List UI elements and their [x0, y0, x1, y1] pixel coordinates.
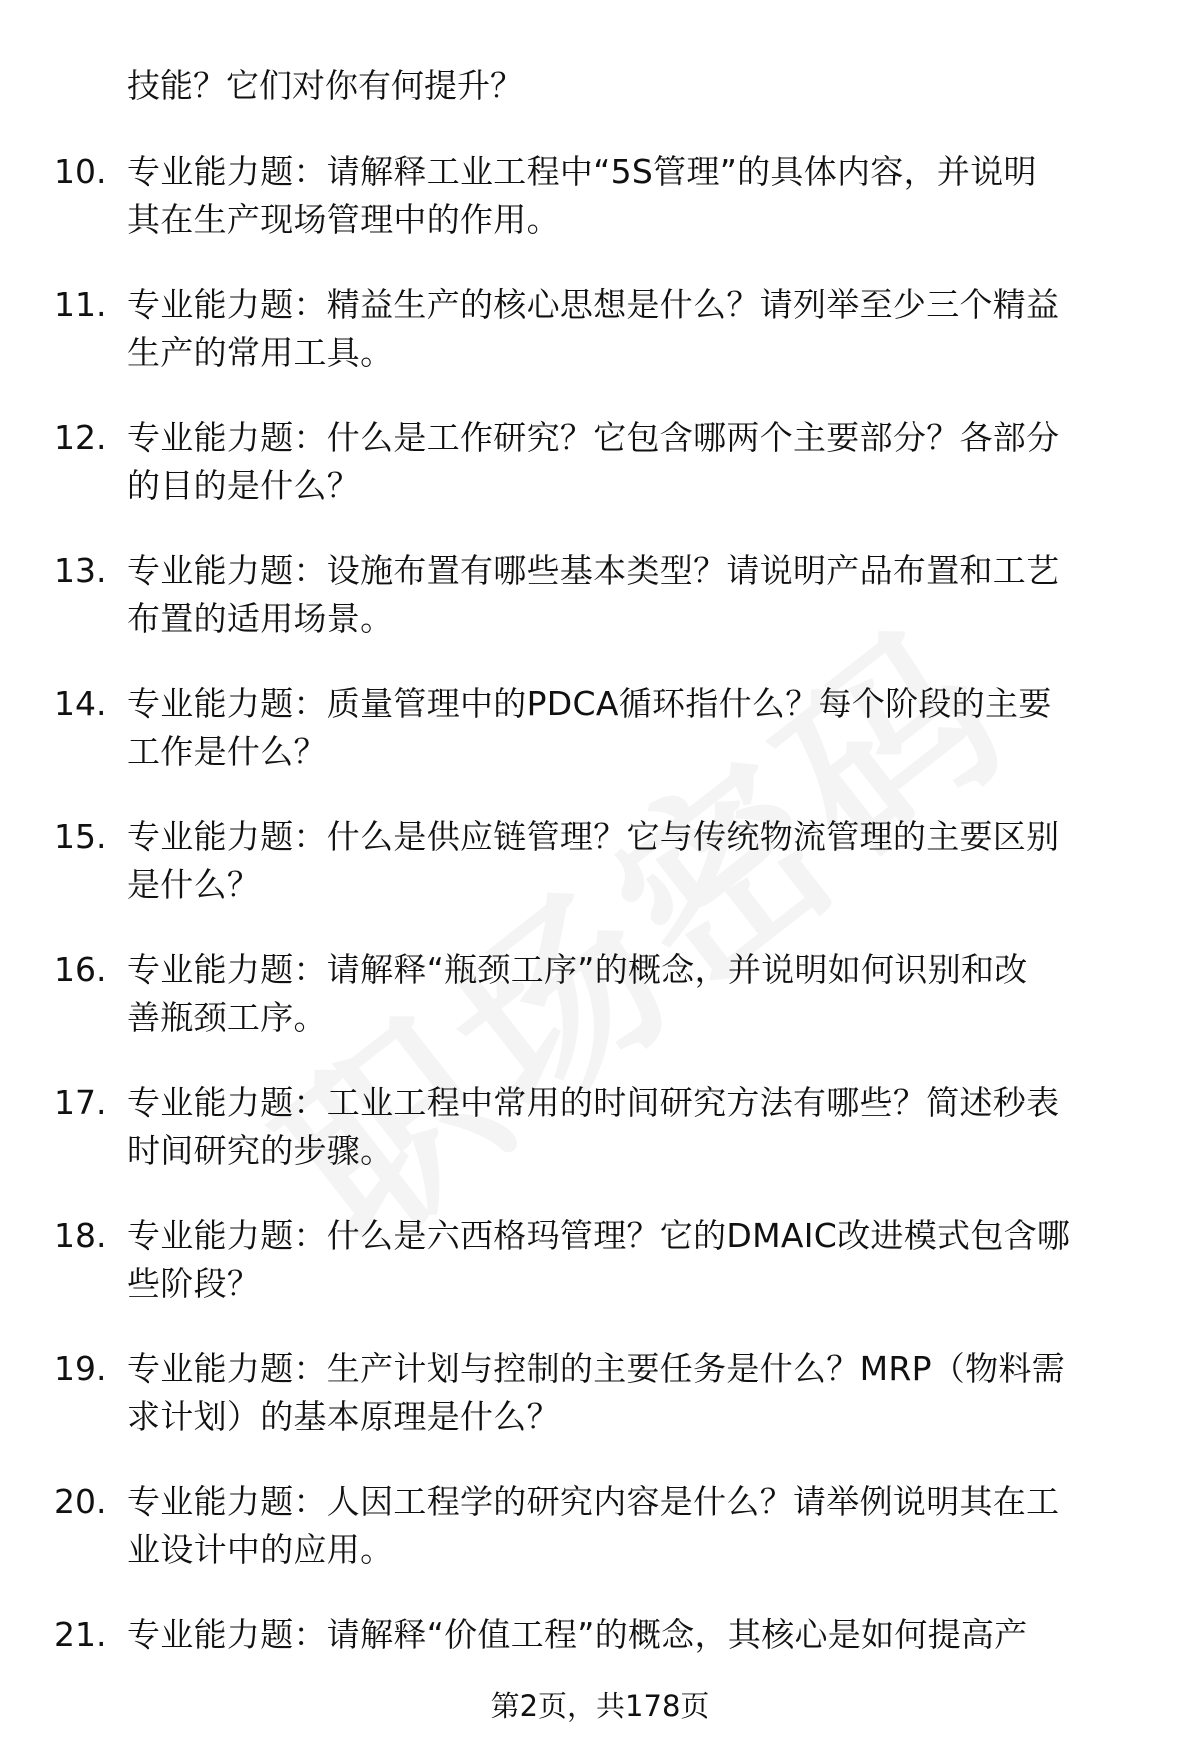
question-text-line: 专业能力题：质量管理中的PDCA循环指什么？每个阶段的主要 [127, 684, 1052, 723]
question-item [0, 547, 1200, 680]
question-item [0, 1079, 1200, 1212]
question-text-line: 专业能力题：生产计划与控制的主要任务是什么？MRP（物料需 [127, 1349, 1066, 1388]
question-text-line: 专业能力题：请解释“瓶颈工序”的概念，并说明如何识别和改 [127, 950, 1028, 989]
question-text [127, 1079, 1157, 1175]
question-text [127, 946, 1157, 1042]
question-text-line: 专业能力题：什么是供应链管理？它与传统物流管理的主要区别 [127, 817, 1060, 856]
question-text [127, 680, 1157, 776]
question-number: 21. [54, 1615, 107, 1654]
question-number: 14. [54, 684, 107, 723]
question-text-line: 时间研究的步骤。 [127, 1131, 394, 1170]
question-text [127, 281, 1157, 377]
question-text-line: 专业能力题：请解释工业工程中“5S管理”的具体内容，并说明 [127, 152, 1037, 191]
question-number: 12. [54, 418, 107, 457]
question-item [0, 281, 1200, 414]
question-item [0, 1212, 1200, 1345]
question-text [127, 414, 1157, 510]
question-number: 16. [54, 950, 107, 989]
question-number: 13. [54, 551, 107, 590]
question-number: 11. [54, 285, 107, 324]
question-text-line: 工作是什么？ [127, 732, 327, 771]
continued-question-text: 技能？它们对你有何提升？ [127, 66, 523, 105]
question-text-line: 其在生产现场管理中的作用。 [127, 200, 560, 239]
question-text-line: 专业能力题：工业工程中常用的时间研究方法有哪些？简述秒表 [127, 1083, 1060, 1122]
question-number: 19. [54, 1349, 107, 1388]
question-text [127, 1212, 1157, 1308]
question-text-line: 专业能力题：什么是工作研究？它包含哪两个主要部分？各部分 [127, 418, 1060, 457]
question-text-line: 些阶段？ [127, 1264, 261, 1303]
question-text-line: 的目的是什么？ [127, 466, 361, 505]
question-text-line: 业设计中的应用。 [127, 1530, 394, 1569]
question-text [127, 1611, 1157, 1659]
question-text-line: 专业能力题：什么是六西格玛管理？它的DMAIC改进模式包含哪 [127, 1216, 1071, 1255]
question-text [127, 148, 1157, 244]
question-text-line: 善瓶颈工序。 [127, 998, 327, 1037]
question-number: 15. [54, 817, 107, 856]
page-footer: 第2页，共178页 [490, 1689, 710, 1723]
question-item [0, 1345, 1200, 1478]
question-item [0, 680, 1200, 813]
question-number: 17. [54, 1083, 107, 1122]
question-text-line: 专业能力题：请解释“价值工程”的概念，其核心是如何提高产 [127, 1615, 1028, 1654]
question-item [0, 1478, 1200, 1611]
question-item [0, 148, 1200, 281]
question-text-line: 专业能力题：设施布置有哪些基本类型？请说明产品布置和工艺 [127, 551, 1060, 590]
question-number: 10. [54, 152, 107, 191]
question-number: 20. [54, 1482, 107, 1521]
question-text-line: 求计划）的基本原理是什么？ [127, 1397, 560, 1436]
question-text [127, 1345, 1157, 1441]
question-item [0, 813, 1200, 946]
question-item [0, 946, 1200, 1079]
question-text [127, 1478, 1157, 1574]
question-text-line: 是什么？ [127, 865, 261, 904]
question-text [127, 547, 1157, 643]
question-item [0, 414, 1200, 547]
question-text [127, 813, 1157, 909]
question-number: 18. [54, 1216, 107, 1255]
question-text-line: 生产的常用工具。 [127, 333, 394, 372]
question-list [0, 148, 1200, 1744]
question-text-line: 布置的适用场景。 [127, 599, 394, 638]
question-text-line: 专业能力题：人因工程学的研究内容是什么？请举例说明其在工 [127, 1482, 1060, 1521]
question-text-line: 专业能力题：精益生产的核心思想是什么？请列举至少三个精益 [127, 285, 1060, 324]
